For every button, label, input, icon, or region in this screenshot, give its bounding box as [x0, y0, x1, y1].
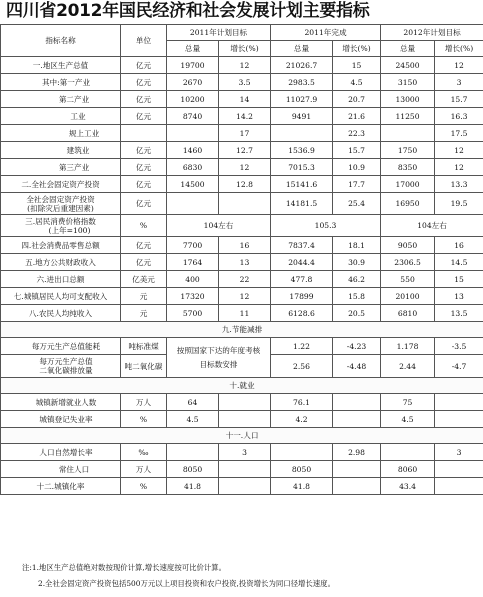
- cell-2011-done-total: 8050: [271, 461, 333, 478]
- cell-2011-plan-total: [167, 193, 219, 215]
- cell-2011-done-growth: 10.9: [333, 159, 381, 176]
- cell-2011-plan-total: 19700: [167, 57, 219, 74]
- cell-2011-done-total: 11027.9: [271, 91, 333, 108]
- row-label: 八.农民人均纯收入: [1, 305, 121, 322]
- section-row: [1, 322, 483, 338]
- cell-2011-done-growth: 2.98: [333, 444, 381, 461]
- row-unit: [121, 125, 167, 142]
- header-2011-done: 2011年完成: [271, 25, 381, 41]
- table-row: [1, 237, 483, 254]
- indicators-table: [0, 24, 483, 495]
- cell-2011-done-growth: 46.2: [333, 271, 381, 288]
- table-row: [1, 176, 483, 193]
- cell-2012-plan-growth: 12: [435, 57, 483, 74]
- cell-2012-plan-growth: 16: [435, 237, 483, 254]
- cell-2011-done-total: 6128.6: [271, 305, 333, 322]
- cell-2011-plan-growth: [219, 461, 271, 478]
- row-unit: 亿美元: [121, 271, 167, 288]
- cell-2011-done-total: 1.22: [271, 338, 333, 355]
- cell-2011-plan-growth: 3: [219, 444, 271, 461]
- row-label-line1: 每万元生产总值: [39, 357, 93, 366]
- cell-2012-plan-growth: 15.7: [435, 91, 483, 108]
- row-label-line2: (上年=100): [48, 225, 91, 235]
- row-label: 第二产业: [1, 91, 121, 108]
- cell-2011-done-growth: [333, 478, 381, 495]
- section-label: 十.就业: [1, 378, 483, 394]
- row-label: 工业: [1, 108, 121, 125]
- cell-2011-plan-total: 1460: [167, 142, 219, 159]
- row-unit: 亿元: [121, 237, 167, 254]
- cell-2011-plan-total: 4.5: [167, 411, 219, 428]
- cell-2011-done-growth: 25.4: [333, 193, 381, 215]
- cell-2011-done-total: 7837.4: [271, 237, 333, 254]
- cell-2011-plan-growth: [219, 478, 271, 495]
- subheader-total: 总量: [381, 41, 435, 57]
- row-label: 一.地区生产总值: [1, 57, 121, 74]
- cell-2011-done-growth: 22.3: [333, 125, 381, 142]
- cell-2011-plan-total: [167, 444, 219, 461]
- cell-2011-plan-total: 8740: [167, 108, 219, 125]
- row-unit: 亿元: [121, 91, 167, 108]
- cell-2011-plan-growth: 3.5: [219, 74, 271, 91]
- cell-2011-plan-growth: 14: [219, 91, 271, 108]
- cell-2011-plan-total: 400: [167, 271, 219, 288]
- cell-2012-plan-total: 550: [381, 271, 435, 288]
- row-unit: 元: [121, 288, 167, 305]
- cell-2011-done-total: 1536.9: [271, 142, 333, 159]
- table-row: [1, 108, 483, 125]
- row-unit: %: [121, 215, 167, 237]
- cell-2011-plan-total: 2670: [167, 74, 219, 91]
- cell-2012-plan-total: 43.4: [381, 478, 435, 495]
- row-label: 七.城镇居民人均可支配收入: [1, 288, 121, 305]
- row-label: 每万元生产总值能耗: [1, 338, 121, 355]
- table-row: [1, 478, 483, 495]
- cell-2011-done-growth: [333, 394, 381, 411]
- cell-2012-plan-total: 9050: [381, 237, 435, 254]
- table-row: [1, 288, 483, 305]
- row-label-line2: (扣除灾后重建因素): [27, 203, 94, 213]
- cell-2011-plan-growth: 12.8: [219, 176, 271, 193]
- cell-2011-plan-total: 41.8: [167, 478, 219, 495]
- cell-2011-done-total: [271, 125, 333, 142]
- cell-2012-plan-total: 20100: [381, 288, 435, 305]
- header-2012-plan: 2012年计划目标: [381, 25, 483, 41]
- row-label-line2: 二氧化碳排放量: [39, 366, 93, 375]
- row-label: 四.社会消费品零售总额: [1, 237, 121, 254]
- page-title: 四川省2012年国民经济和社会发展计划主要指标: [6, 1, 370, 21]
- cell-2011-done-total: 76.1: [271, 394, 333, 411]
- cell-2011-plan-growth: [219, 394, 271, 411]
- cell-2011-done-total: 21026.7: [271, 57, 333, 74]
- section-label: 十一.人口: [1, 428, 483, 444]
- row-label: 建筑业: [1, 142, 121, 159]
- cell-2011-done-growth: 15.8: [333, 288, 381, 305]
- cell-2012-plan-growth: [435, 411, 483, 428]
- section-row: [1, 428, 483, 444]
- row-unit: 亿元: [121, 57, 167, 74]
- cell-2011-plan-total: 64: [167, 394, 219, 411]
- table-row: [1, 57, 483, 74]
- cell-2011-done-total: 15141.6: [271, 176, 333, 193]
- row-label: 城镇登记失业率: [1, 411, 121, 428]
- cell-2011-plan-total: 7700: [167, 237, 219, 254]
- row-label: [1, 355, 121, 378]
- cell-2011-plan-growth: 14.2: [219, 108, 271, 125]
- cell-2011-plan-growth: [219, 411, 271, 428]
- cell-2012-plan-growth: 12: [435, 159, 483, 176]
- row-label: 城镇新增就业人数: [1, 394, 121, 411]
- cell-2012-plan-total: 13000: [381, 91, 435, 108]
- row-unit: 亿元: [121, 176, 167, 193]
- cell-2011-plan-merged: 104左右: [167, 215, 271, 237]
- row-label: 第三产业: [1, 159, 121, 176]
- subheader-growth: 增长(%): [219, 41, 271, 57]
- cell-2011-done-growth: 18.1: [333, 237, 381, 254]
- row-unit: %: [121, 478, 167, 495]
- cell-2011-done-total: 2983.5: [271, 74, 333, 91]
- table-row: [1, 254, 483, 271]
- cell-2012-plan-growth: 13: [435, 288, 483, 305]
- cell-2012-plan-growth: 3: [435, 74, 483, 91]
- cell-2012-plan-total: 1750: [381, 142, 435, 159]
- row-label-line1: 全社会固定资产投资: [26, 194, 95, 204]
- cell-2011-done-growth: 15: [333, 57, 381, 74]
- table-row: [1, 91, 483, 108]
- footnote-1: 注:1.地区生产总值绝对数按现价计算,增长速度按可比价计算。: [22, 563, 227, 572]
- cell-2012-plan-growth: [435, 478, 483, 495]
- cell-2011-done-growth: 15.7: [333, 142, 381, 159]
- cell-2012-plan-total: 2.44: [381, 355, 435, 378]
- cell-2012-plan-total: [381, 125, 435, 142]
- cell-2012-plan-growth: 12: [435, 142, 483, 159]
- cell-2011-plan-growth: 22: [219, 271, 271, 288]
- cell-2011-plan-growth: 12: [219, 159, 271, 176]
- footnote-2: 2.全社会固定资产投资包括500万元以上项目投资和农户投资,投资增长为同口径增长速度。: [38, 579, 335, 588]
- cell-2011-done-total: 2.56: [271, 355, 333, 378]
- header-indicator: 指标名称: [1, 25, 121, 57]
- cell-2012-plan-growth: 14.5: [435, 254, 483, 271]
- cell-2011-done-total: 477.8: [271, 271, 333, 288]
- cell-2011-done-growth: [333, 461, 381, 478]
- row-label: 五.地方公共财政收入: [1, 254, 121, 271]
- cell-2011-plan-total: 17320: [167, 288, 219, 305]
- table-row: [1, 271, 483, 288]
- cell-2012-plan-total: 2306.5: [381, 254, 435, 271]
- cell-2012-plan-growth: 15: [435, 271, 483, 288]
- row-unit: 亿元: [121, 142, 167, 159]
- cell-2011-done-growth: 4.5: [333, 74, 381, 91]
- section-label: 九.节能减排: [1, 322, 483, 338]
- header-row: [1, 25, 483, 41]
- header-unit: 单位: [121, 25, 167, 57]
- footnotes: [0, 560, 483, 592]
- cell-2011-done-growth: -4.23: [333, 338, 381, 355]
- row-unit: 万人: [121, 394, 167, 411]
- cell-2012-plan-growth: 19.5: [435, 193, 483, 215]
- cell-2011-plan-total: 10200: [167, 91, 219, 108]
- table-row: [1, 444, 483, 461]
- row-unit: 万人: [121, 461, 167, 478]
- cell-2011-plan-growth: 12.7: [219, 142, 271, 159]
- cell-2012-plan-total: 1.178: [381, 338, 435, 355]
- section-row: [1, 378, 483, 394]
- subheader-growth: 增长(%): [333, 41, 381, 57]
- cell-2012-plan-total: 6810: [381, 305, 435, 322]
- cell-2011-plan-growth: 11: [219, 305, 271, 322]
- row-unit: 吨标准煤: [121, 338, 167, 355]
- cell-2012-plan-total: 16950: [381, 193, 435, 215]
- cell-2012-plan-total: [381, 444, 435, 461]
- cell-2011-plan-total: [167, 125, 219, 142]
- table-row: [1, 159, 483, 176]
- cell-2012-plan-total: 17000: [381, 176, 435, 193]
- subheader-growth: 增长(%): [435, 41, 483, 57]
- cell-2012-plan-growth: -4.7: [435, 355, 483, 378]
- table-row: [1, 305, 483, 322]
- row-label: 人口自然增长率: [1, 444, 121, 461]
- cell-2011-done-growth: -4.48: [333, 355, 381, 378]
- cell-2012-plan-total: 4.5: [381, 411, 435, 428]
- cell-2011-done-total: 41.8: [271, 478, 333, 495]
- row-unit: 亿元: [121, 254, 167, 271]
- cell-2012-plan-growth: -3.5: [435, 338, 483, 355]
- merged-target-note: 按照国家下达的年度考核目标数安排: [167, 338, 271, 378]
- table-row: [1, 461, 483, 478]
- cell-2011-done-growth: 21.6: [333, 108, 381, 125]
- row-label-line1: 三.居民消费价格指数: [25, 216, 96, 226]
- cell-2011-plan-growth: 12: [219, 288, 271, 305]
- cell-2012-plan-growth: 17.5: [435, 125, 483, 142]
- cell-2012-plan-total: 11250: [381, 108, 435, 125]
- cell-2011-done-total: 17899: [271, 288, 333, 305]
- cell-2012-plan-growth: [435, 461, 483, 478]
- row-unit: 亿元: [121, 159, 167, 176]
- row-label: 六.进出口总额: [1, 271, 121, 288]
- cell-2011-plan-growth: 16: [219, 237, 271, 254]
- table-row: [1, 74, 483, 91]
- table-row: [1, 394, 483, 411]
- cell-2011-done-total: 7015.3: [271, 159, 333, 176]
- cell-2011-plan-total: 1764: [167, 254, 219, 271]
- row-unit: 元: [121, 305, 167, 322]
- table-row: [1, 338, 483, 355]
- row-label: 十二.城镇化率: [1, 478, 121, 495]
- subheader-total: 总量: [167, 41, 219, 57]
- subheader-total: 总量: [271, 41, 333, 57]
- row-unit: %: [121, 411, 167, 428]
- cell-2012-plan-total: 8350: [381, 159, 435, 176]
- cell-2011-plan-total: 6830: [167, 159, 219, 176]
- header-2011-plan: 2011年计划目标: [167, 25, 271, 41]
- cell-2011-done-growth: 17.7: [333, 176, 381, 193]
- cell-2011-done-growth: 20.7: [333, 91, 381, 108]
- cell-2011-done-total: 9491: [271, 108, 333, 125]
- cell-2011-plan-growth: 13: [219, 254, 271, 271]
- cell-2011-plan-growth: 12: [219, 57, 271, 74]
- cell-2011-plan-total: 5700: [167, 305, 219, 322]
- cell-2011-plan-total: 14500: [167, 176, 219, 193]
- cell-2011-plan-total: 8050: [167, 461, 219, 478]
- cell-2011-done-total: 14181.5: [271, 193, 333, 215]
- row-label: [1, 193, 121, 215]
- cell-2011-done-growth: [333, 411, 381, 428]
- cell-2012-plan-merged: 104左右: [381, 215, 483, 237]
- cell-2011-done-growth: 30.9: [333, 254, 381, 271]
- table-row: [1, 125, 483, 142]
- cell-2011-done-total: 4.2: [271, 411, 333, 428]
- cell-2012-plan-growth: 16.3: [435, 108, 483, 125]
- row-label: 其中:第一产业: [1, 74, 121, 91]
- cell-2012-plan-growth: [435, 394, 483, 411]
- cell-2012-plan-total: 8060: [381, 461, 435, 478]
- cell-2011-plan-growth: 17: [219, 125, 271, 142]
- row-unit: 亿元: [121, 193, 167, 215]
- cell-2011-done-total: 2044.4: [271, 254, 333, 271]
- row-label: 二.全社会固定资产投资: [1, 176, 121, 193]
- cell-2012-plan-growth: 3: [435, 444, 483, 461]
- table-row: [1, 411, 483, 428]
- row-label: 常住人口: [1, 461, 121, 478]
- row-unit: 吨二氧化碳: [121, 355, 167, 378]
- cell-2012-plan-total: 3150: [381, 74, 435, 91]
- cell-2012-plan-total: 75: [381, 394, 435, 411]
- cell-2011-done-growth: 20.5: [333, 305, 381, 322]
- row-unit: 亿元: [121, 108, 167, 125]
- cell-2011-done-total: [271, 444, 333, 461]
- cell-2011-done-merged: 105.3: [271, 215, 381, 237]
- row-unit: 亿元: [121, 74, 167, 91]
- row-label: [1, 215, 121, 237]
- table-row: [1, 215, 483, 237]
- row-unit: ‰: [121, 444, 167, 461]
- row-label: 规上工业: [1, 125, 121, 142]
- cell-2011-plan-growth: [219, 193, 271, 215]
- cell-2012-plan-total: 24500: [381, 57, 435, 74]
- cell-2012-plan-growth: 13.3: [435, 176, 483, 193]
- table-row: [1, 193, 483, 215]
- table-row: [1, 142, 483, 159]
- cell-2012-plan-growth: 13.5: [435, 305, 483, 322]
